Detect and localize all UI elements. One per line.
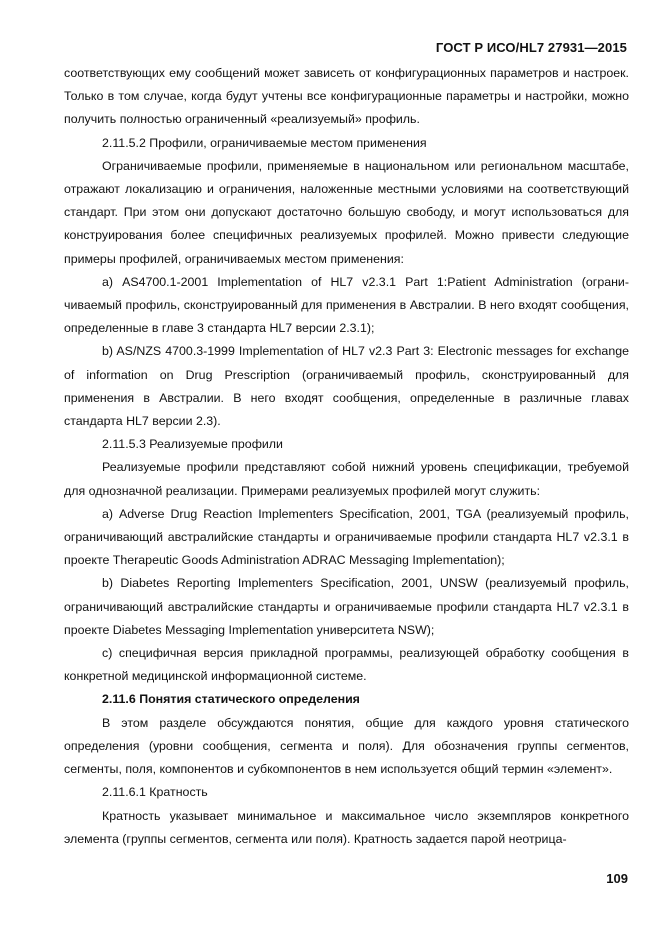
- paragraph-continuation: соответствующих ему сообщений может зависеть от конфигурационных параметров и настроек. Только в том случае, когда будут учтены все конфигурационные параметры и настройки, можно получить полностью ограниченный «реализуемый» профиль.: [64, 66, 629, 127]
- list-item-a-adverse-drug: а) Adverse Drug Reaction Implementers Specification, 2001, TGA (реализуемый профиль, ограничивающий австралийские стандарты и ограничиваемые профили стандарта HL7 v2.3.1 в проекте Therapeutic Goods Administration ADRAC Messaging Implementation);: [64, 506, 629, 568]
- page-content: [64, 62, 629, 851]
- paragraph-constrained-profiles: Ограничиваемые профили, применяемые в национальном или региональном масштабе, отражают локализацию и ограничения, наложенные местными условиями на соответствующий стандарт. При этом они допускают достаточно большую свободу, и могут использоваться для конструирования более специфичных реализуемых профилей. Можно привести следующие примеры профилей, ограничиваемых местом применения:: [64, 158, 629, 266]
- paragraph-cardinality: Кратность указывает минимальное и максимальное число экземпляров конкретного элемента (группы сегментов, сегмента или поля). Кратность задается парой неотрица-: [64, 808, 629, 846]
- heading-2-11-6-1: 2.11.6.1 Кратность: [102, 785, 208, 800]
- paragraph-static-definition: В этом разделе обсуждаются понятия, общие для каждого уровня статического определения (уровни сообщения, сегмента и поля). Для обозначения группы сегментов, сегменты, поля, компонентов и субкомпонентов в нем используется общий термин «элемент».: [64, 715, 629, 777]
- heading-2-11-5-3: 2.11.5.3 Реализуемые профили: [102, 437, 283, 452]
- paragraph-implementable-profiles: Реализуемые профили представляют собой нижний уровень спецификации, требуемой для однозначной реализации. Примерами реализуемых профилей могут служить:: [64, 460, 629, 498]
- heading-2-11-6: 2.11.6 Понятия статического определения: [102, 692, 360, 707]
- heading-2-11-5-2: 2.11.5.2 Профили, ограничиваемые местом применения: [102, 135, 427, 150]
- page-number: 109: [606, 871, 628, 886]
- list-item-b-as-nzs: b) AS/NZS 4700.3-1999 Implementation of HL7 v2.3 Part 3: Electronic messages for exchange of information on Drug Prescription (ограничиваемый профиль, сконструированный для применения в Австралии. В него входят сообщения, определенные в различные главах стандарта HL7 версии 2.3).: [64, 344, 629, 429]
- list-item-c-specific-version: c) специфичная версия прикладной программы, реализующей обработку сообщения в конкретной медицинской информационной системе.: [64, 646, 629, 684]
- page-header-standard: ГОСТ Р ИСО/HL7 27931—2015: [435, 40, 627, 55]
- list-item-a-as4700: а) AS4700.1-2001 Implementation of HL7 v2.3.1 Part 1:Patient Administration (ограничиваемый профиль, сконструированный для применения в Австралии. В него входят сообщения, определенные в главе 3 стандарта HL7 версии 2.3.1);: [64, 274, 629, 336]
- list-item-b-diabetes: b) Diabetes Reporting Implementers Specification, 2001, UNSW (реализуемый профиль, ограничивающий австралийские стандарты и ограничиваемые профили стандарта HL7 v2.3.1 в проекте Diabetes Messaging Implementation университета NSW);: [64, 576, 629, 637]
